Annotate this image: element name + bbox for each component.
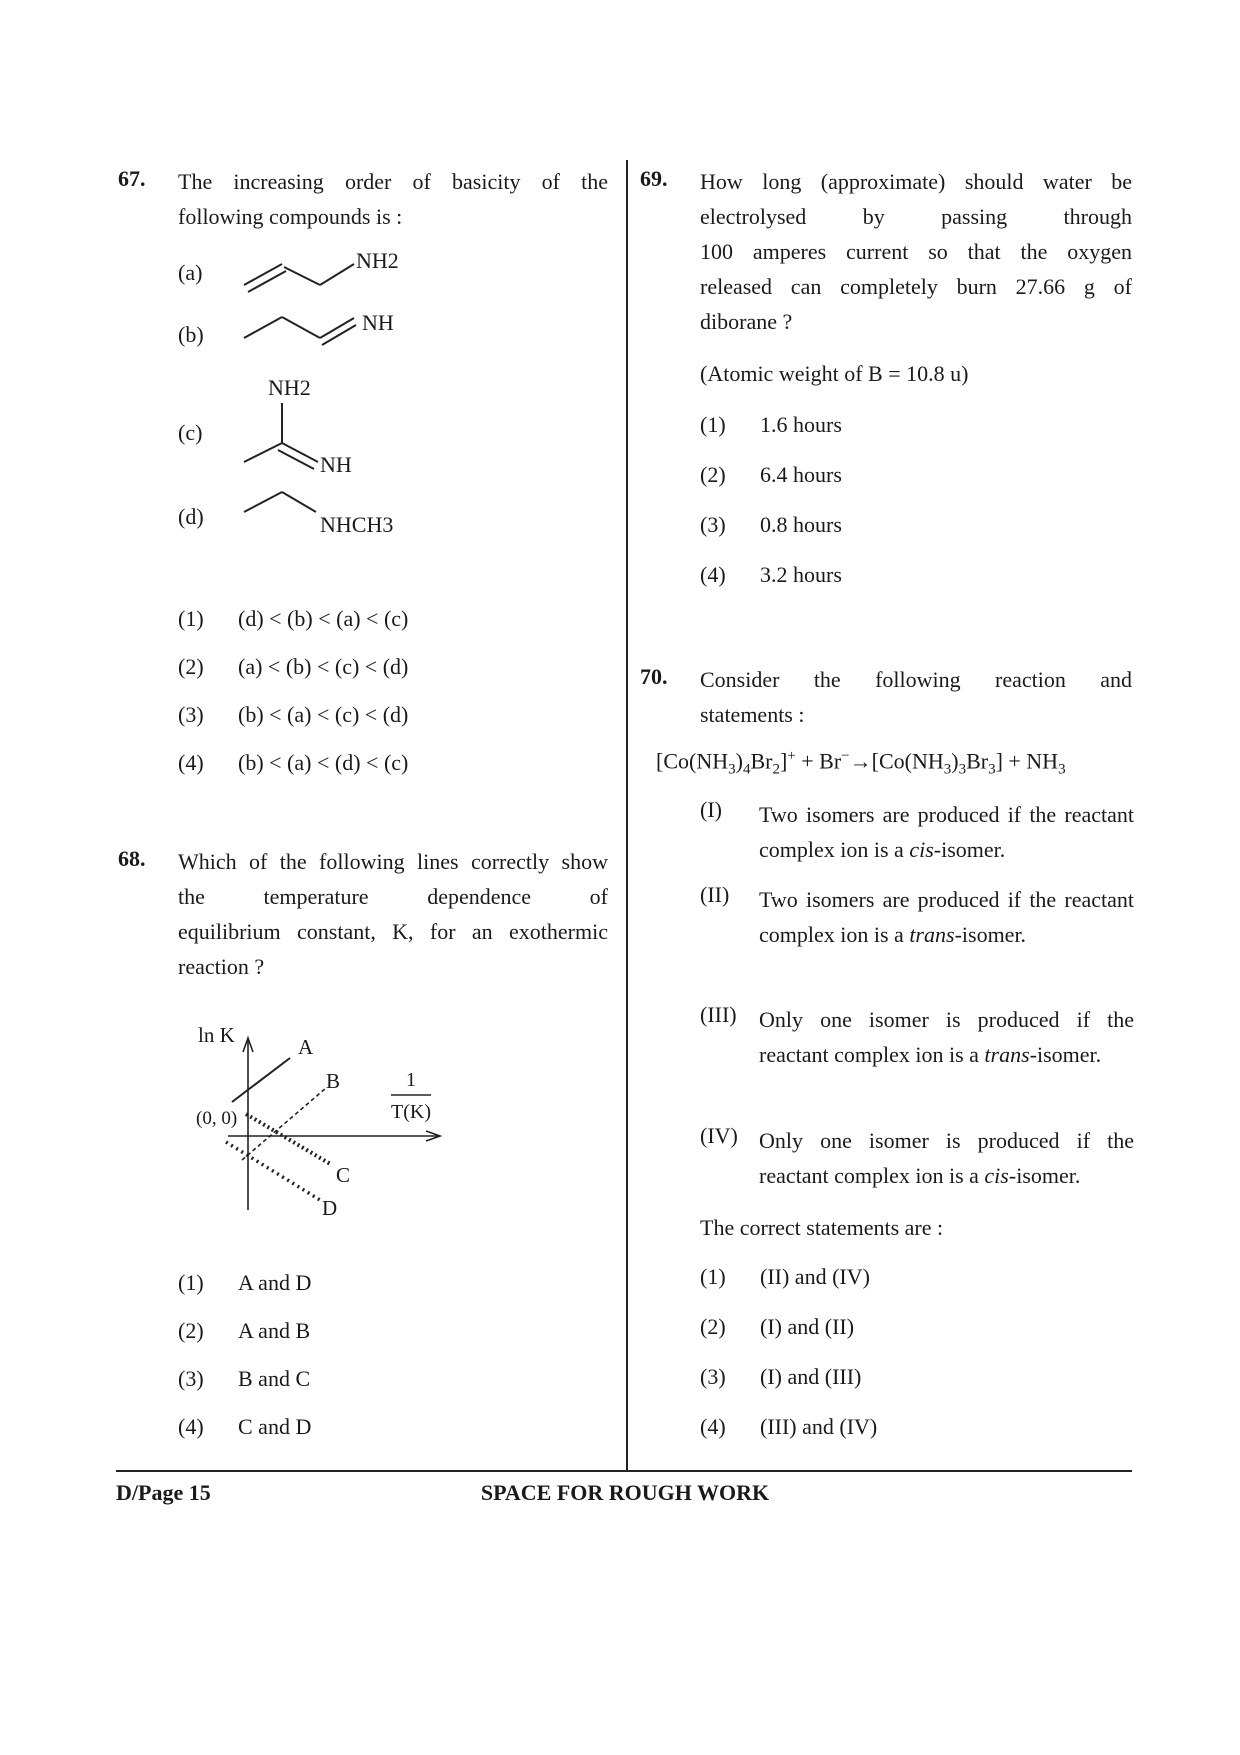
- question-69-text-line3: 100 amperes current so that the oxygen: [700, 239, 1132, 264]
- question-67-text-line2: following compounds is :: [178, 204, 403, 229]
- compound-d-group: NHCH3: [320, 512, 394, 537]
- line-c-label: C: [336, 1163, 351, 1187]
- compound-b-label: (b): [178, 322, 204, 347]
- question-69-number: 69.: [640, 166, 668, 191]
- compound-c-label: (c): [178, 420, 203, 445]
- question-69-text-line5: diborane ?: [700, 309, 793, 334]
- compound-c-structure: [244, 375, 352, 477]
- lnk-vs-invT-graph: [190, 1010, 450, 1230]
- compound-b-structure: [244, 310, 394, 345]
- question-68-text-line4: reaction ?: [178, 954, 265, 979]
- question-69-text-line1: How long (approximate) should water be: [700, 169, 1132, 194]
- q70-statement-4: (IV) Only one isomer is produced if the reactant complex ion is a cis-isomer.: [700, 1123, 1134, 1188]
- line-b: [242, 1088, 326, 1160]
- graph-x-label-num: 1: [406, 1069, 416, 1091]
- q70-statement-1: (I) Two isomers are produced if the reactant complex ion is a cis-isomer.: [700, 797, 1134, 862]
- line-b-label: B: [326, 1069, 341, 1093]
- rough-work-label: SPACE FOR ROUGH WORK: [480, 1480, 770, 1505]
- compound-structures: [230, 240, 430, 550]
- footer-divider: [116, 1470, 1132, 1472]
- compound-c-top-group: NH2: [268, 375, 311, 400]
- line-c: [246, 1114, 332, 1165]
- line-a-label: A: [298, 1035, 314, 1059]
- graph-y-label: ln K: [198, 1023, 235, 1047]
- compound-d-structure: [244, 492, 393, 537]
- q70-statement-2: (II) Two isomers are produced if the reactant complex ion is a trans-isomer.: [700, 882, 1134, 947]
- question-68-text-line3: equilibrium constant, K, for an exothermic: [178, 919, 608, 944]
- q70-prompt: The correct statements are :: [700, 1215, 944, 1240]
- compound-a-label: (a): [178, 260, 203, 285]
- question-69-note: (Atomic weight of B = 10.8 u): [700, 361, 969, 386]
- compound-a-group: NH2: [356, 248, 399, 273]
- graph-origin-label: (0, 0): [196, 1108, 238, 1129]
- page-number: D/Page 15: [116, 1480, 211, 1505]
- graph-x-label-den: T(K): [391, 1101, 431, 1123]
- line-a: [232, 1058, 290, 1102]
- question-70-text-line2: statements :: [700, 702, 805, 727]
- question-68-text-line2: the temperature dependence of: [178, 884, 608, 909]
- column-divider: [626, 160, 628, 1472]
- question-68-text-line1: Which of the following lines correctly show: [178, 849, 608, 874]
- line-d-label: D: [322, 1196, 338, 1220]
- q70-reaction-equation: $[Co(NH_3)_4Br_2]^+ + Br^-\to[Co(NH_3)_3Br_3] + NH_3$: [656, 748, 1066, 778]
- compound-a-structure: [244, 248, 399, 292]
- compound-d-label: (d): [178, 504, 204, 529]
- q70-statement-3: (III) Only one isomer is produced if the reactant complex ion is a trans-isomer.: [700, 1002, 1134, 1067]
- compound-c-bottom-group: NH: [320, 452, 352, 477]
- compound-b-group: NH: [362, 310, 394, 335]
- question-67-text-line1: The increasing order of basicity of the: [178, 169, 608, 194]
- question-70-number: 70.: [640, 664, 668, 689]
- question-67-number: 67.: [118, 166, 146, 191]
- question-69-text-line2: electrolysed by passing through: [700, 204, 1132, 229]
- question-70-text-line1: Consider the following reaction and: [700, 667, 1132, 692]
- question-68-number: 68.: [118, 846, 146, 871]
- question-69-text-line4: released can completely burn 27.66 g of: [700, 274, 1132, 299]
